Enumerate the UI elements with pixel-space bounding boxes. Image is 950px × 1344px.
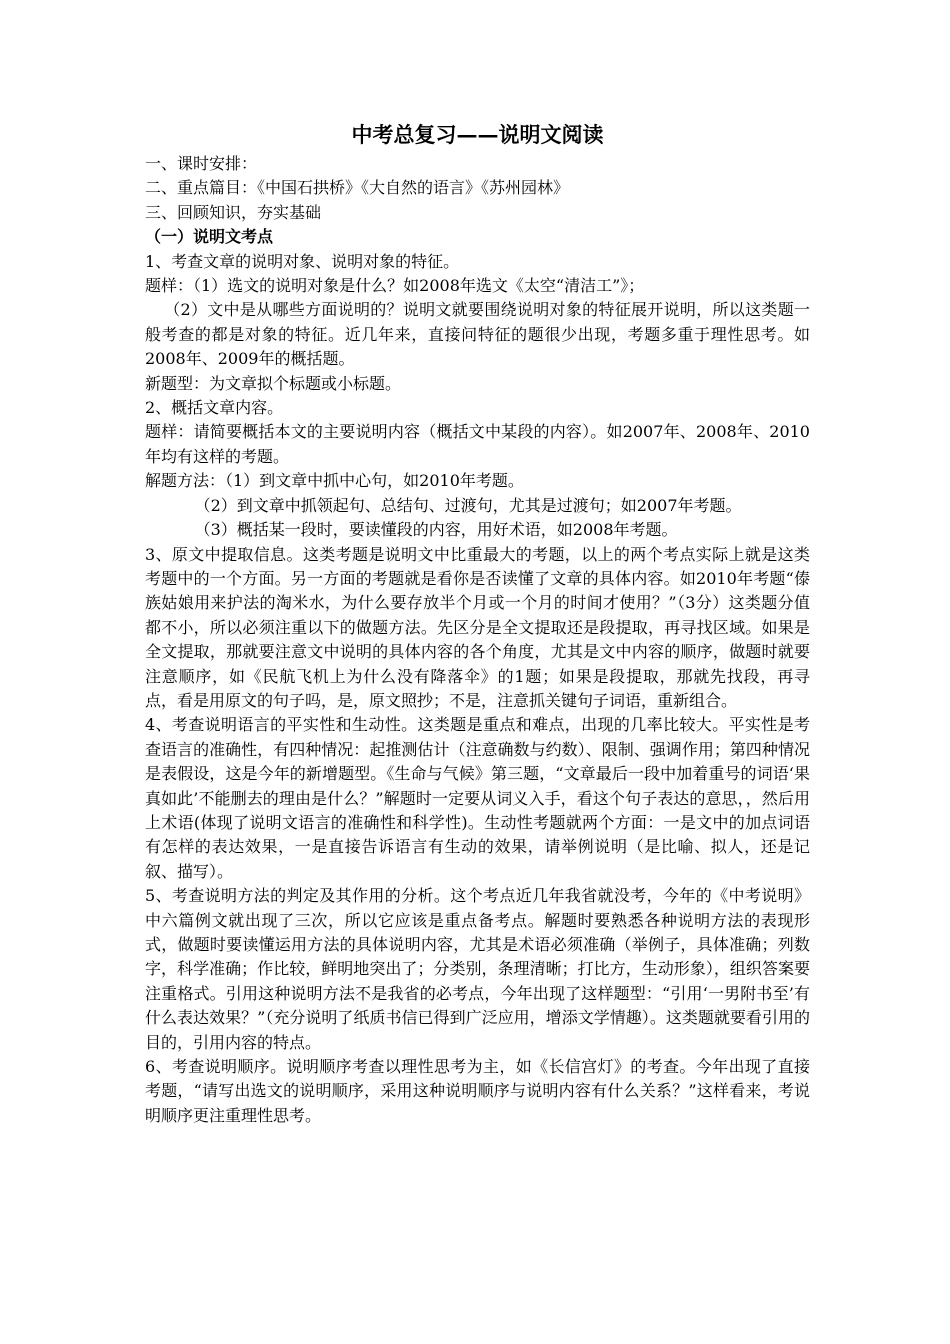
review-line: 三、回顾知识，夯实基础 — [145, 202, 322, 222]
paragraph-sample-2: （2）文中是从哪些方面说明的？说明文就要围绕说明对象的特征展开说明，所以这类题一般考查的都是对象的特征。近几年来，直接问特征的题很少出现，考题多重于理性思考。如2008年、2009年的概括题。 — [145, 300, 810, 369]
paragraph-method-3: （3）概括某一段时，要读懂段的内容，用好术语，如2008年考题。 — [194, 520, 678, 540]
key-texts-line: 二、重点篇目：《中国石拱桥》《大自然的语言》《苏州园林》 — [145, 178, 570, 198]
document-page — [145, 118, 810, 1128]
paragraph-point-6: 6、考查说明顺序。说明顺序考查以理性思考为主，如《长信宫灯》的考查。今年出现了直接考题，“请写出选文的说明顺序，采用这种说明顺序与说明内容有什么关系？”这样看来，考说明顺序更注重理性思考。 — [145, 1057, 810, 1125]
paragraph-point-3: 3、原文中提取信息。这类考题是说明文中比重最大的考题，以上的两个考点实际上就是这类考题中的一个方面。另一方面的考题就是看你是否读懂了文章的具体内容。如2010年考题“傣族姑娘用来护法的淘米水，为什么要存放半个月或一个月的时间才使用？”（3分）这类题分值都不小，所以必须注重以下的做题方法。先区分是全文提取还是段提取，再寻找区域。如果是全文提取，那就要注意文中说明的具体内容的各个角度，尤其是文中内容的顺序，做题时就要注意顺序，如《民航飞机上为什么没有降落伞》的1题；如果是段提取，那就先找段，再寻点，看是用原文的句子吗，是，原文照抄；不是，注意抓关键句子词语，重新组合。 — [145, 544, 810, 710]
paragraph-new-type: 新题型：为文章拟个标题或小标题。 — [145, 373, 402, 393]
page-title: 中考总复习——说明文阅读 — [351, 122, 604, 147]
schedule-line: 一、课时安排： — [145, 154, 258, 173]
paragraph-point-4: 4、考查说明语言的平实性和生动性。这类题是重点和难点，出现的几率比较大。平实性是考查语言的准确性，有四种情况：起推测估计（注意确数与约数）、限制、强调作用；第四种情况是表假设，这是今年的新增题型。《生命与气候》第三题，“文章最后一段中加着重号的词语‘果真如此’不能删去的理由是什么？”解题时一定要从词义入手，看这个句子表达的意思，，然后用上术语(体现了说明文语言的准确性和科学性)。生动性考题就两个方面：一是文中的加点词语有怎样的表达效果，一是直接告诉语言有生动的效果，请举例说明（是比喻、拟人，还是记叙、描写）。 — [145, 715, 810, 881]
section-heading: （一）说明文考点 — [145, 227, 274, 247]
paragraph-point-5: 5、考查说明方法的判定及其作用的分析。这个考点近几年我省就没考，今年的《中考说明》中六篇例文就出现了三次，所以它应该是重点备考点。解题时要熟悉各种说明方法的表现形式，做题时要读懂运用方法的具体说明内容，尤其是术语必须准确（举例子，具体准确；列数字，科学准确；作比较，鲜明地突出了；分类别，条理清晰；打比方，生动形象），组织答案要注重格式。引用这种说明方法不是我省的必考点，今年出现了这样题型：“引用‘一男附书至’有什么表达效果？”（充分说明了纸质书信已得到广泛应用，增添文学情趣）。这类题就要看引用的目的，引用内容的特点。 — [145, 886, 810, 1052]
paragraph-sample-3: 题样：请简要概括本文的主要说明内容（概括文中某段的内容）。如2007年、2008年、2010年均有这样的考题。 — [145, 422, 810, 466]
paragraph-sample-1: 题样：（1）选文的说明对象是什么？如2008年选文《太空“清洁工”》； — [145, 276, 645, 296]
paragraph-method-2: （2）到文章中抓领起句、总结句、过渡句，尤其是过渡句；如2007年考题。 — [194, 495, 742, 515]
paragraph-method-1: 解题方法：（1）到文章中抓中心句，如2010年考题。 — [145, 471, 524, 491]
paragraph-point-2: 2、概括文章内容。 — [145, 398, 284, 418]
paragraph-point-1: 1、考查文章的说明对象、说明对象的特征。 — [145, 251, 460, 271]
